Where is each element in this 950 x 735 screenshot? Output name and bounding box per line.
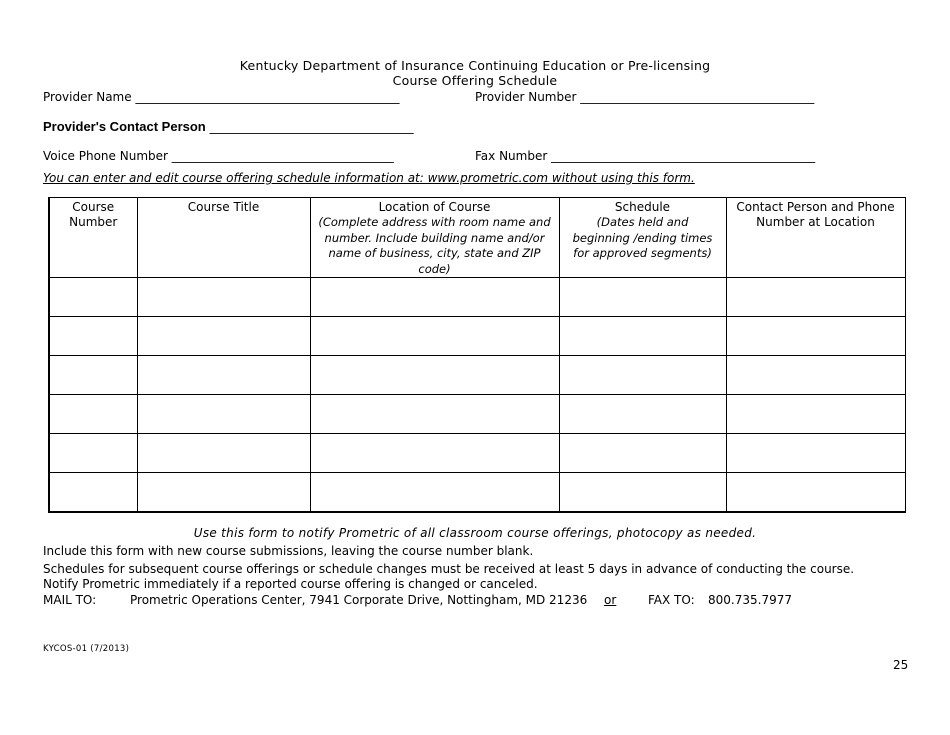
cell-schedule[interactable] xyxy=(559,317,726,356)
table-row xyxy=(49,395,905,434)
cell-course-number[interactable] xyxy=(49,395,137,434)
header-course-title: Course Title xyxy=(137,198,310,278)
cell-schedule[interactable] xyxy=(559,278,726,317)
cell-course-number[interactable] xyxy=(49,434,137,473)
cell-course-number[interactable] xyxy=(49,356,137,395)
table-header-row xyxy=(49,198,905,278)
cell-schedule[interactable] xyxy=(559,434,726,473)
cell-contact[interactable] xyxy=(726,356,905,395)
cell-course-title[interactable] xyxy=(137,317,310,356)
header-course-number: Course Number xyxy=(49,198,137,278)
cell-course-number[interactable] xyxy=(49,473,137,513)
cell-location[interactable] xyxy=(310,473,559,513)
header-schedule: Schedule (Dates held and beginning /ending times for approved segments) xyxy=(559,198,726,278)
form-title: Kentucky Department of Insurance Continuing Education or Pre-licensing xyxy=(239,58,711,73)
cell-location[interactable] xyxy=(310,434,559,473)
voice-phone-label: Voice Phone Number xyxy=(43,149,168,163)
contact-person-field[interactable] xyxy=(43,120,414,133)
cell-location[interactable] xyxy=(310,395,559,434)
table-row xyxy=(49,317,905,356)
cell-contact[interactable] xyxy=(726,278,905,317)
cell-course-number[interactable] xyxy=(49,278,137,317)
form-subtitle: Course Offering Schedule xyxy=(392,73,558,88)
provider-name-label: Provider Name xyxy=(43,90,132,104)
table-row xyxy=(49,434,905,473)
cell-contact[interactable] xyxy=(726,395,905,434)
course-schedule-table xyxy=(48,197,906,513)
notify-change-note: Notify Prometric immediately if a reported course offering is changed or canceled. xyxy=(43,577,538,591)
fax-number-label: Fax Number xyxy=(475,149,548,163)
voice-phone-field[interactable] xyxy=(43,150,394,162)
table-row xyxy=(49,278,905,317)
photocopy-notice: Use this form to notify Prometric of all classroom course offerings, photocopy as needed. xyxy=(193,526,757,540)
contact-person-label: Provider's Contact Person xyxy=(43,119,206,134)
cell-schedule[interactable] xyxy=(559,395,726,434)
cell-course-title[interactable] xyxy=(137,278,310,317)
header-contact-person: Contact Person and Phone Number at Location xyxy=(726,198,905,278)
cell-course-title[interactable] xyxy=(137,356,310,395)
fax-to-number: 800.735.7977 xyxy=(708,593,792,607)
cell-location[interactable] xyxy=(310,278,559,317)
header-location: Location of Course (Complete address with room name and number. Include building name and/or name of business, city, state and ZIP code) xyxy=(310,198,559,278)
voice-phone-blank[interactable]: _____________________________________ xyxy=(171,149,394,163)
schedule-deadline-note: Schedules for subsequent course offerings or schedule changes must be received at least 5 days in advance of conducting the course. xyxy=(43,562,855,576)
provider-name-blank[interactable]: ____________________________________________ xyxy=(135,90,400,104)
cell-course-title[interactable] xyxy=(137,395,310,434)
table-row xyxy=(49,356,905,395)
fax-to-label: FAX TO: xyxy=(648,593,695,607)
cell-contact[interactable] xyxy=(726,473,905,513)
provider-number-blank[interactable]: _______________________________________ xyxy=(580,90,815,104)
cell-location[interactable] xyxy=(310,317,559,356)
provider-number-field[interactable] xyxy=(475,91,814,103)
cell-contact[interactable] xyxy=(726,317,905,356)
mail-to-label: MAIL TO: xyxy=(43,593,97,607)
table-row xyxy=(49,473,905,513)
cell-schedule[interactable] xyxy=(559,473,726,513)
cell-schedule[interactable] xyxy=(559,356,726,395)
cell-course-title[interactable] xyxy=(137,434,310,473)
cell-course-title[interactable] xyxy=(137,473,310,513)
include-form-note: Include this form with new course submissions, leaving the course number blank. xyxy=(43,544,534,558)
or-separator: or xyxy=(604,593,617,607)
cell-contact[interactable] xyxy=(726,434,905,473)
cell-course-number[interactable] xyxy=(49,317,137,356)
fax-number-field[interactable] xyxy=(475,150,815,162)
provider-name-field[interactable] xyxy=(43,91,399,103)
form-code: KYCOS-01 (7/2013) xyxy=(43,644,130,654)
online-entry-notice: You can enter and edit course offering schedule information at: www.prometric.com without using this form. xyxy=(43,171,695,185)
page-number: 25 xyxy=(893,658,909,672)
provider-number-label: Provider Number xyxy=(475,90,577,104)
cell-location[interactable] xyxy=(310,356,559,395)
contact-person-blank[interactable]: __________________________________ xyxy=(209,120,414,134)
mail-address: Prometric Operations Center, 7941 Corporate Drive, Nottingham, MD 21236 xyxy=(130,593,588,607)
fax-number-blank[interactable]: ____________________________________________ xyxy=(551,149,816,163)
